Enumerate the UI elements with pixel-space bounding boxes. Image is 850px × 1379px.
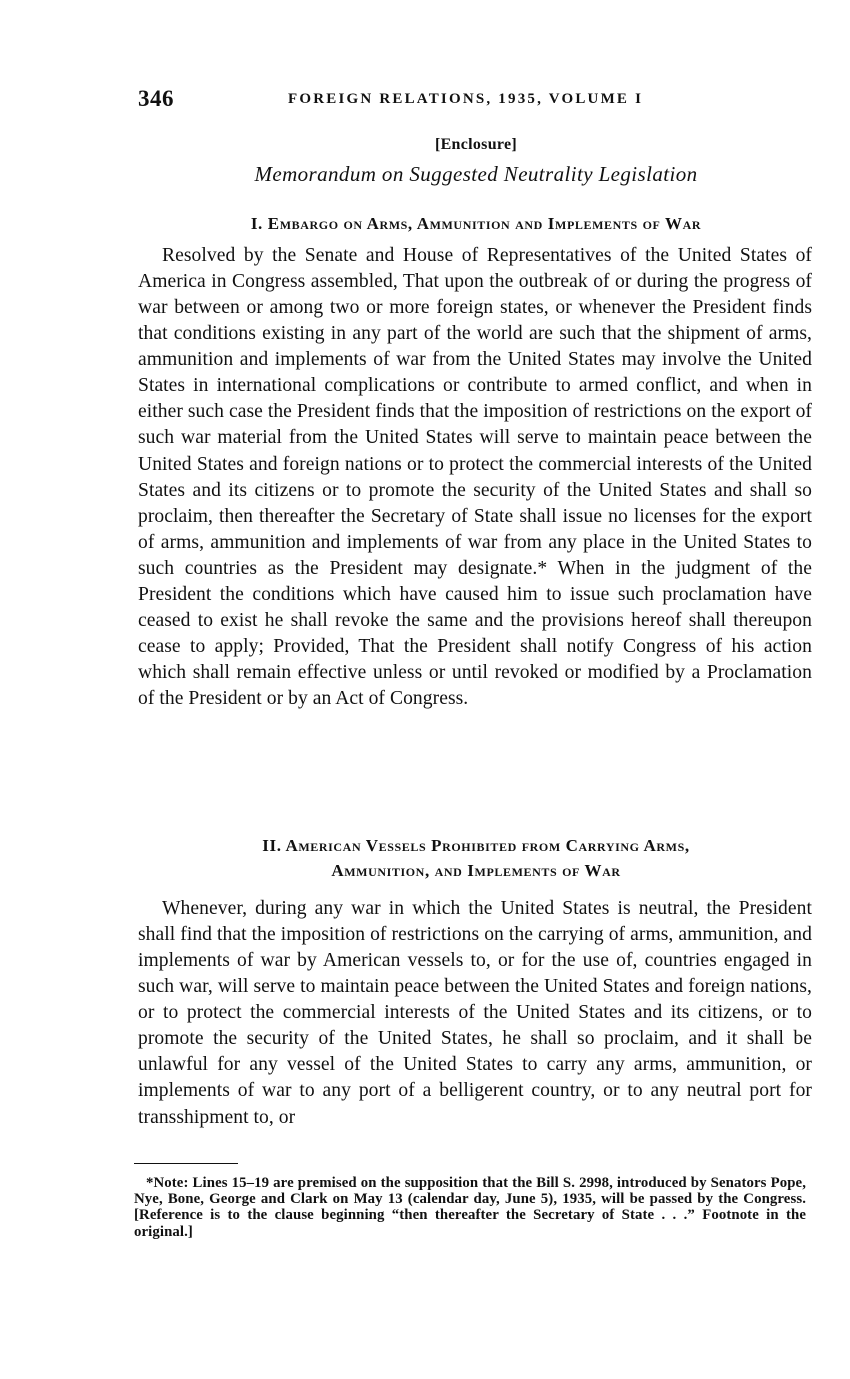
running-head [138, 86, 814, 116]
section-heading-1: I. Embargo on Arms, Ammunition and Implements of War [250, 214, 702, 233]
running-title: FOREIGN RELATIONS, 1935, VOLUME I [288, 91, 644, 107]
section-body-2: Whenever, during any war in which the United States is neutral, the President shall find that the imposition of restrictions on the carrying of arms, ammunition, and implements of war by American vessels to, or for the use of, countries engaged in such war, will serve to maintain peace between the United States and foreign nations, or to protect the commercial interests of the United States and its citizens, or to promote the security of the United States, he shall so proclaim, and it shall be unlawful for any vessel of the United States to carry any arms, ammunition, or implements of war to any port of a belligerent country, or to any neutral port for transshipment to, or [138, 898, 812, 1128]
section-heading-2 [138, 833, 814, 883]
footnote: *Note: Lines 15–19 are premised on the supposition that the Bill S. 2998, introduced by Senators Pope, Nye, Bone, George and Clark on May 13 (calendar day, June 5), 1935, will be passed by the Congress. [Reference is to the clause beginning “then thereafter the Secretary of State . . .” Footnote in the original.] [134, 1175, 806, 1240]
enclosure-label: [Enclosure] [434, 136, 518, 153]
memo-title: Memorandum on Suggested Neutrality Legislation [254, 162, 698, 186]
page-number: 346 [138, 86, 174, 111]
section-body-1: Resolved by the Senate and House of Representatives of the United States of America in Congress assembled, That upon the outbreak of or during the progress of war between or among two or more foreign states, or whenever the President finds that conditions existing in any part of the world are such that the shipment of arms, ammunition and implements of war from the United States may involve the United States in international complications or contribute to armed conflict, and when in either such case the President finds that the imposition of restrictions on the export of such war material from the United States will serve to maintain peace between the United States and foreign nations or to protect the commercial interests of the United States and its citizens or to promote the security of the United States and shall so proclaim, then thereafter the Secretary of State shall issue no licenses for the export of arms, ammunition and implements of war from any place in the United States to such countries as the President may designate.* When in the judgment of the President the conditions which have caused him to issue such proclamation have ceased to exist he shall revoke the same and the provisions hereof shall thereupon cease to apply; Provided, That the President shall notify Congress of his action which shall remain effective unless or until revoked or modified by a Proclamation of the President or by an Act of Congress. [138, 245, 812, 710]
section-heading-2-line-1: II. American Vessels Prohibited from Carrying Arms, [262, 836, 690, 855]
footnote-divider [134, 1163, 238, 1164]
section-heading-2-line-2: Ammunition, and Implements of War [331, 861, 621, 880]
